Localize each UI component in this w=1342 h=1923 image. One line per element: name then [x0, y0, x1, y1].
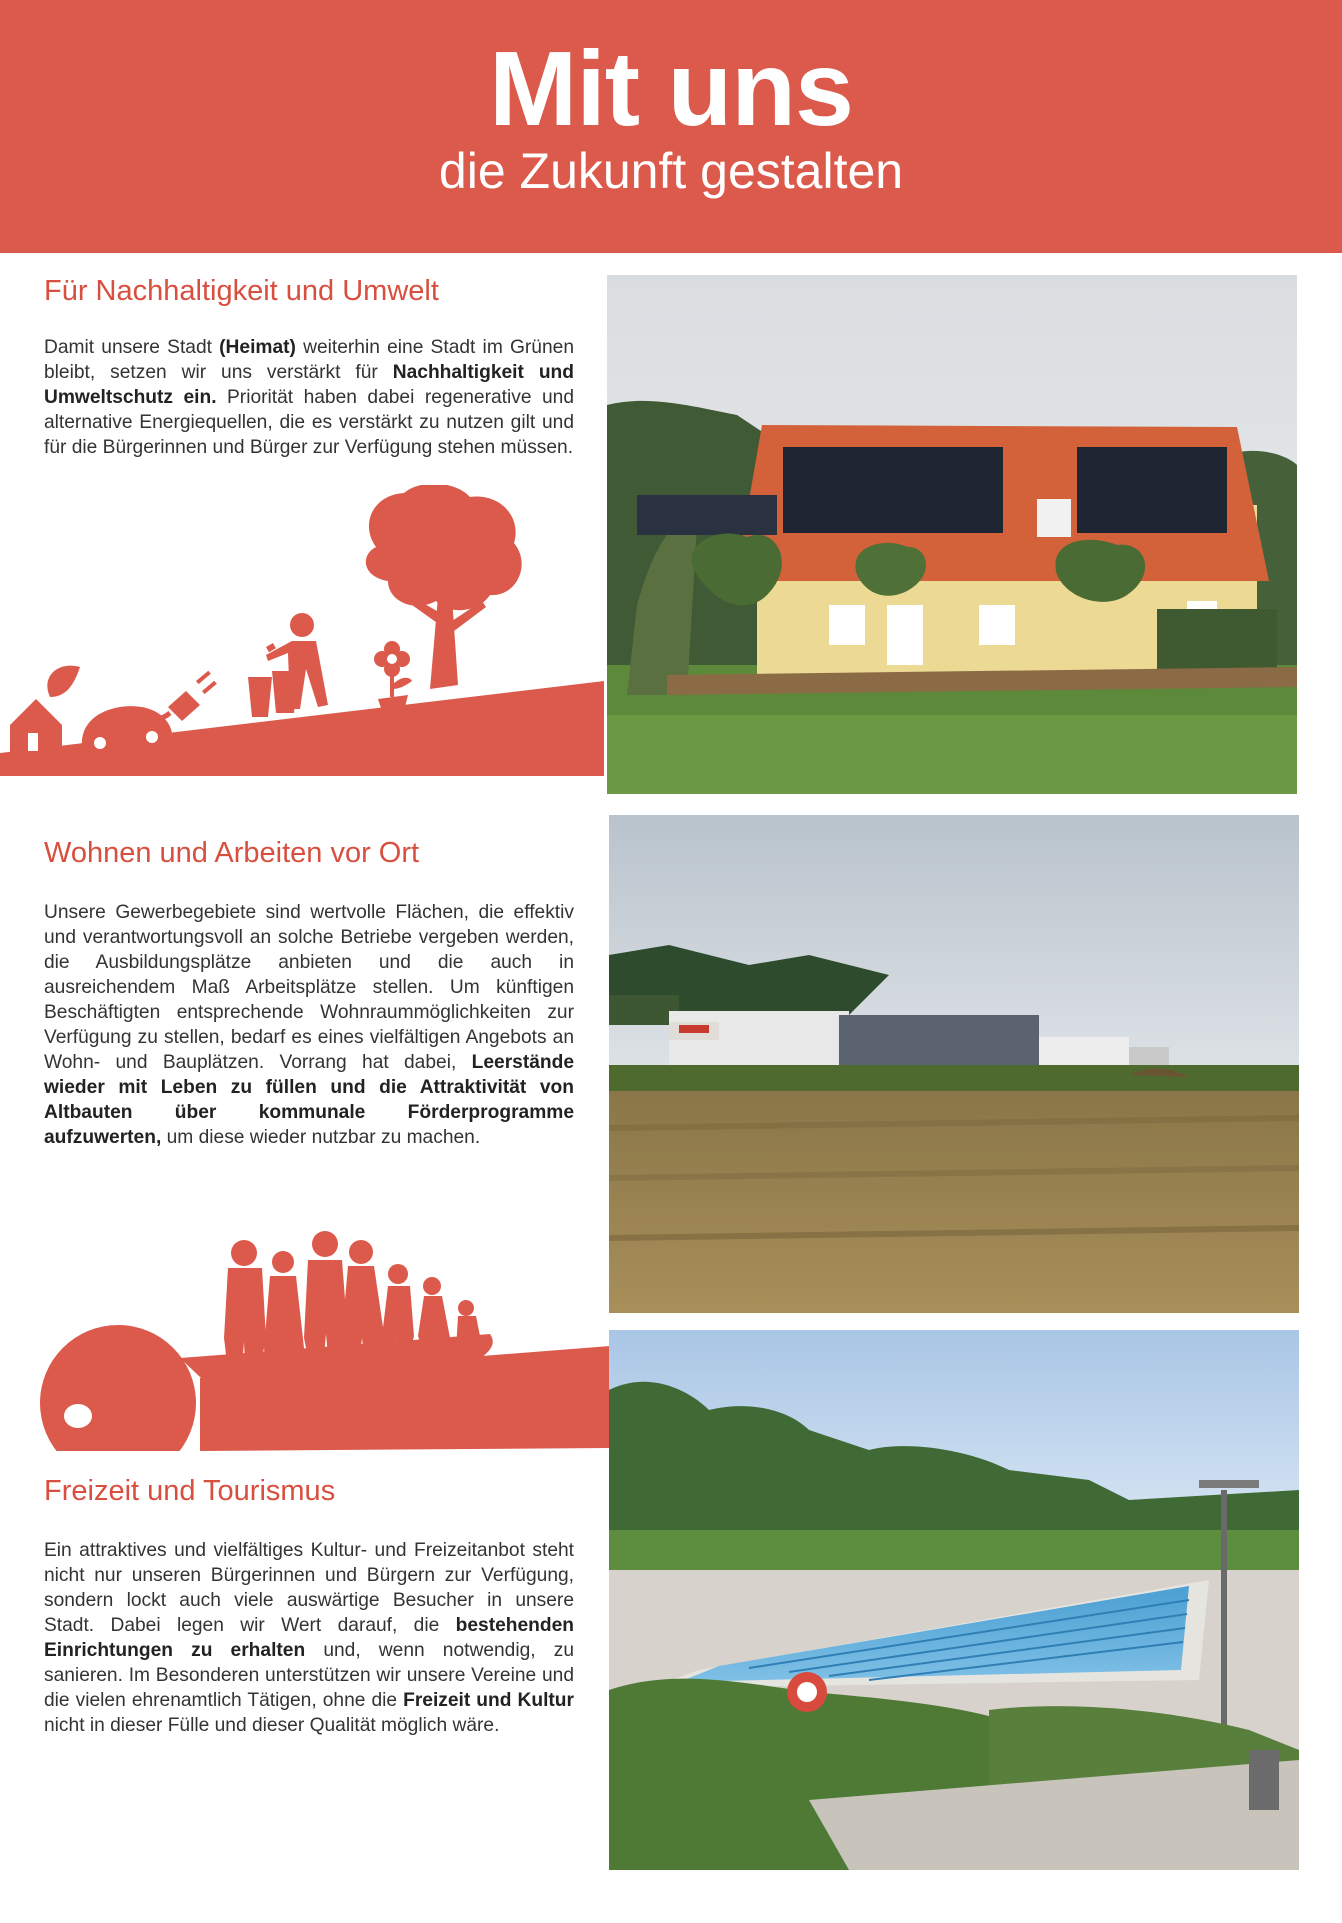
sustainability-illustration — [0, 485, 604, 776]
section-title-leisure-tourism: Freizeit und Tourismus — [44, 1475, 336, 1507]
key-icon — [40, 1325, 196, 1451]
text-run: weiterhin eine Stadt im Grünen bleibt, setzen wir uns verstärkt für — [44, 337, 574, 383]
recycling-person-icon — [248, 613, 328, 717]
page-subtitle: die Zukunft gestalten — [438, 143, 904, 199]
emphasis-text: Nachhaltigkeit und Umweltschutz ein. — [44, 362, 574, 408]
emphasis-text: bestehenden Einrichtungen zu erhalten — [44, 1615, 574, 1661]
house-solar-photo — [607, 275, 1297, 794]
flower-icon — [374, 641, 412, 711]
industrial-field-photo — [609, 815, 1299, 1313]
emphasis-text: (Heimat) — [219, 337, 296, 358]
section-title-housing-work: Wohnen und Arbeiten vor Ort — [44, 837, 420, 869]
emphasis-text: Leerstände wieder mit Leben zu füllen und die Attraktivität von Altbauten über kommunale Förderprogramme aufzuwerten, — [44, 1052, 574, 1148]
section-title-sustainability: Für Nachhaltigkeit und Umwelt — [44, 275, 439, 307]
emphasis-text: Freizeit und Kultur — [403, 1690, 574, 1711]
text-run: Damit unsere Stadt — [44, 337, 220, 358]
swimming-pool-photo — [609, 1330, 1299, 1870]
header-banner — [0, 0, 1342, 253]
text-run: Priorität haben dabei regenerative und alternative Energiequellen, die es verstärkt zu nutzen gilt und für die Bürgerinnen und Bürger zur Verfügung stehen müssen. — [44, 387, 574, 458]
text-run: um diese wieder nutzbar zu machen. — [161, 1127, 481, 1148]
text-run: nicht in dieser Fülle und dieser Qualität möglich wäre. — [44, 1715, 500, 1736]
text-run: und, wenn notwendig, zu sanieren. Im Besonderen unterstützen wir unsere Vereine und die vielen ehrenamtlich Tätigen, ohne die — [44, 1640, 574, 1711]
section-text-housing-work — [44, 900, 574, 1150]
page-title: Mit uns — [489, 30, 853, 148]
house-leaf-icon — [10, 666, 80, 757]
section-text-sustainability — [44, 335, 574, 460]
section-text-leisure-tourism — [44, 1538, 574, 1738]
text-run: Ein attraktives und vielfältiges Kultur- und Freizeitanbot steht nicht nur unseren Bürgerinnen und Bürgern zur Verfügung, sondern lockt auch viele auswärtige Besucher in unsere Stadt. Dabei legen wir Wert darauf, die — [44, 1540, 574, 1636]
key-family-illustration — [0, 1228, 610, 1451]
text-run: Unsere Gewerbegebiete sind wertvolle Flächen, die effektiv und verantwortungsvoll an solche Betriebe vergeben werden, die Ausbildungsplätze anbieten und die auch in ausreichendem Maß Arbeitsplätze stellen. Um künftigen Beschäftigten entsprechende Wohnraummöglichkeiten zur Verfügung zu stellen, bedarf es eines vielfältigen Angebots an Wohn- und Bauplätzen. Vorrang hat dabei, — [44, 902, 574, 1073]
